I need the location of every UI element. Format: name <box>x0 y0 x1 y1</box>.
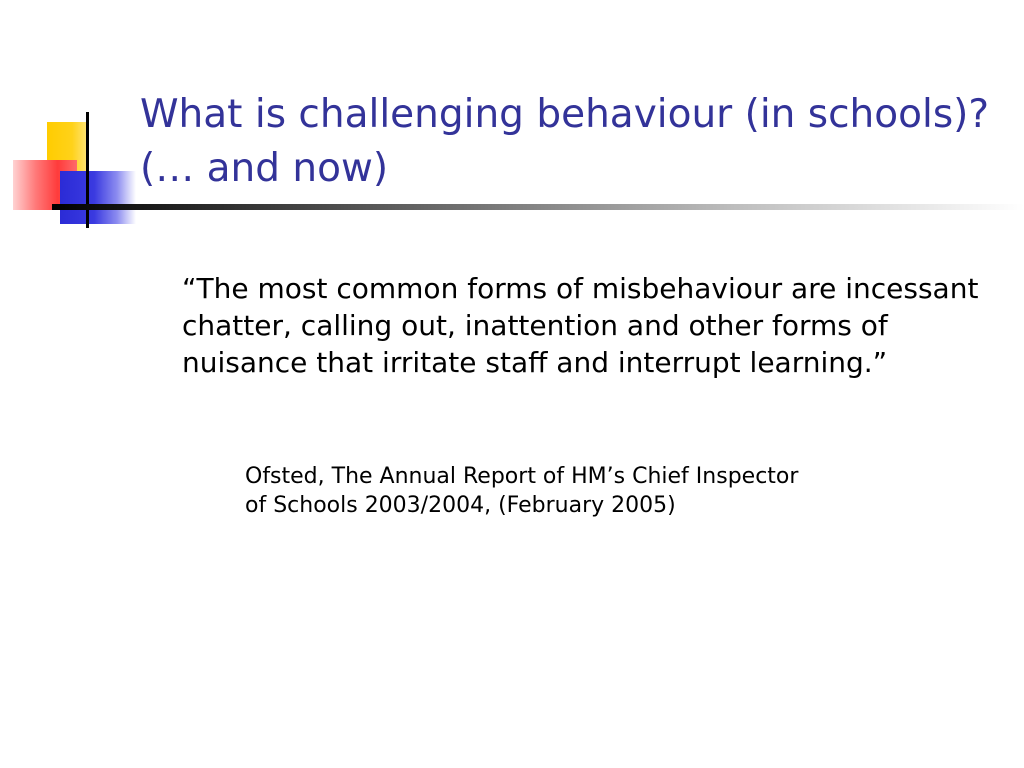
title-underline <box>52 204 1024 210</box>
citation-text: Ofsted, The Annual Report of HM’s Chief Inspector of Schools 2003/2004, (February 2005) <box>245 464 799 518</box>
logo-blue-square <box>60 171 136 224</box>
logo-vertical-line <box>86 112 89 228</box>
quote-text: “The most common forms of misbehaviour are incessant chatter, calling out, inattention and other forms of nuisance that irritate staff and interrupt learning.” <box>182 272 979 379</box>
slide-title: What is challenging behaviour (in schools)? (… and now) <box>140 92 990 191</box>
